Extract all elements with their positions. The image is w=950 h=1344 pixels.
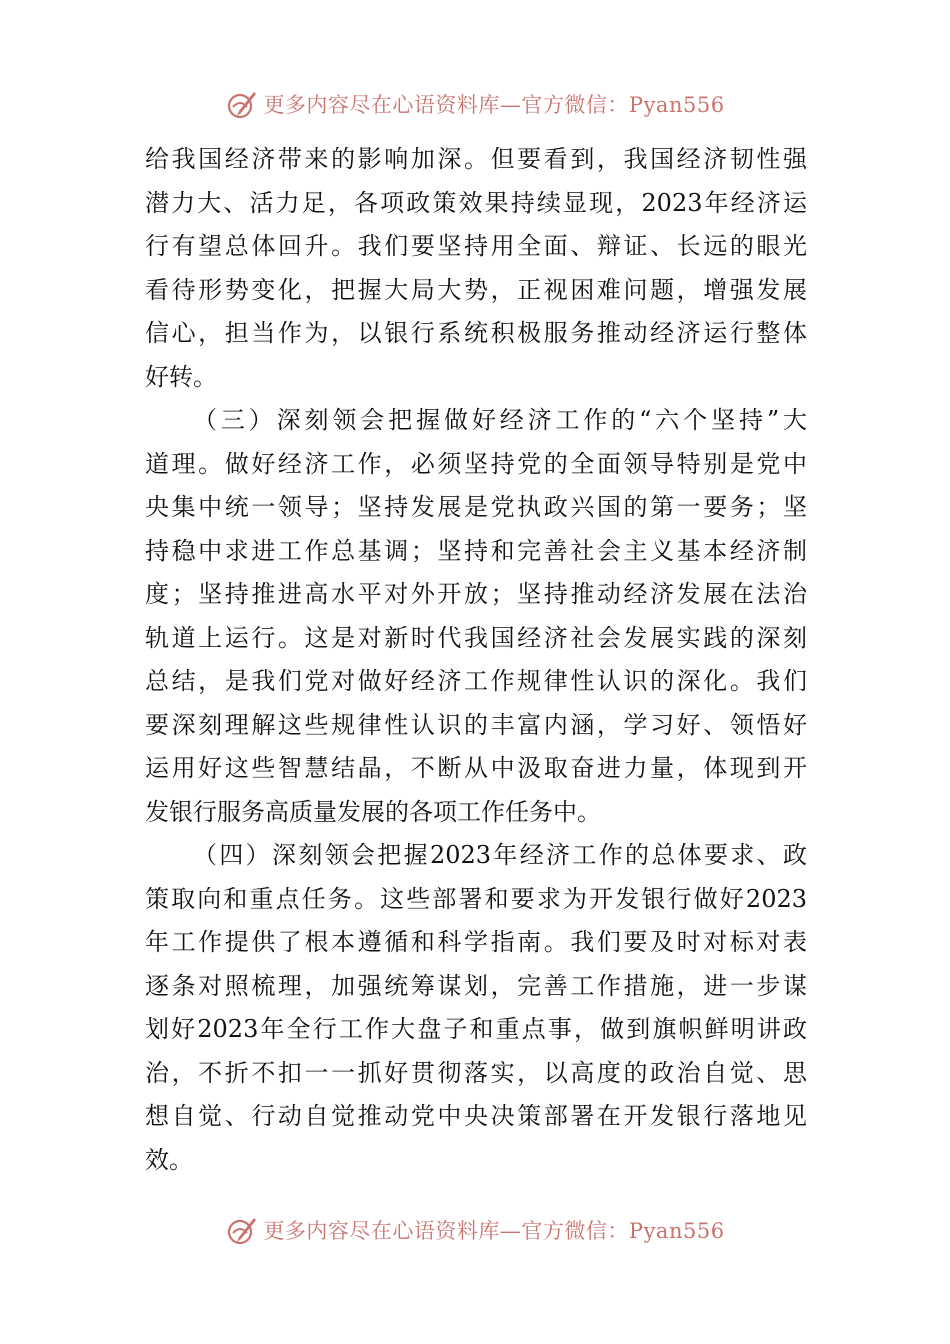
body-line: 看待形势变化，把握大局大势，正视困难问题，增强发展 — [145, 275, 807, 304]
body-line: 运用好这些智慧结晶，不断从中汲取奋进力量，体现到开 — [145, 754, 807, 782]
body-line: 想自觉、行动自觉推动党中央决策部署在开发银行落地见 — [145, 1102, 807, 1130]
body-line: 潜力大、活力足，各项政策效果持续显现，2023年经济运 — [145, 188, 807, 217]
body-line: 效。 — [145, 1145, 193, 1174]
footer-banner-text: 更多内容尽在心语资料库—官方微信：Pyan556 — [263, 1219, 725, 1243]
section-heading-line: （四）深刻领会把握2023年经济工作的总体要求、政 — [193, 841, 807, 869]
body-line: 道理。做好经济工作，必须坚持党的全面领导特别是党中 — [145, 449, 807, 478]
body-line: 要深刻理解这些规律性认识的丰富内涵，学习好、领悟好 — [145, 710, 807, 739]
header-banner — [0, 84, 950, 124]
section-heading-line: （三）深刻领会把握做好经济工作的“六个坚持”大 — [193, 406, 807, 434]
body-line: 信心，担当作为，以银行系统积极服务推动经济运行整体 — [145, 319, 807, 347]
body-line: 策取向和重点任务。这些部署和要求为开发银行做好2023 — [145, 884, 807, 913]
body-line: 治，不折不扣一一抓好贯彻落实，以高度的政治自觉、思 — [145, 1058, 807, 1087]
body-line: 给我国经济带来的影响加深。但要看到，我国经济韧性强 — [145, 145, 807, 173]
body-line: 划好2023年全行工作大盘子和重点事，做到旗帜鲜明讲政 — [145, 1015, 807, 1043]
header-banner-text: 更多内容尽在心语资料库—官方微信：Pyan556 — [263, 93, 725, 117]
document-body — [145, 138, 807, 1182]
pen-logo-icon — [225, 87, 259, 121]
body-line: 发银行服务高质量发展的各项工作任务中。 — [145, 797, 601, 826]
body-line: 逐条对照梳理，加强统筹谋划，完善工作措施，进一步谋 — [145, 971, 807, 1000]
body-line: 央集中统一领导；坚持发展是党执政兴国的第一要务；坚 — [145, 493, 807, 521]
body-line: 行有望总体回升。我们要坚持用全面、辩证、长远的眼光 — [145, 232, 807, 260]
body-line: 好转。 — [145, 362, 217, 391]
body-line: 年工作提供了根本遵循和科学指南。我们要及时对标对表 — [145, 928, 807, 956]
pen-logo-icon — [225, 1213, 259, 1247]
body-line: 总结，是我们党对做好经济工作规律性认识的深化。我们 — [145, 667, 807, 695]
body-line: 度；坚持推进高水平对外开放；坚持推动经济发展在法治 — [145, 580, 807, 608]
body-line: 轨道上运行。这是对新时代我国经济社会发展实践的深刻 — [145, 623, 807, 652]
body-line: 持稳中求进工作总基调；坚持和完善社会主义基本经济制 — [145, 536, 807, 565]
footer-banner — [0, 1210, 950, 1250]
